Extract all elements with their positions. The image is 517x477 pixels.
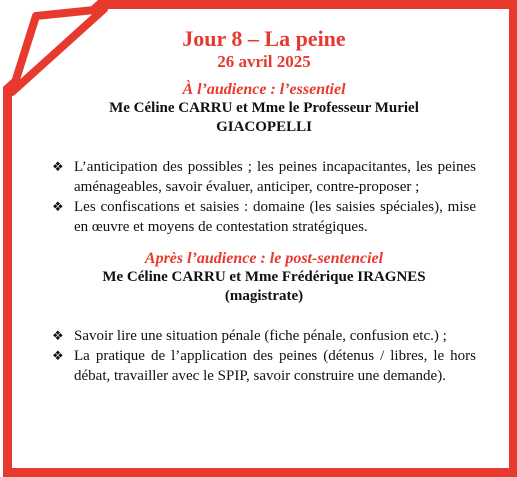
day-date: 26 avril 2025 [217, 52, 311, 71]
list-item: ❖ Les confiscations et saisies : domaine (les saisies spéciales), mise en œuvre et moyens de contestation stratégiques. [52, 199, 476, 235]
diamond-bullet-icon: ❖ [52, 328, 64, 343]
list-item: ❖ Savoir lire une situation pénale (fiche pénale, confusion etc.) ; [52, 328, 447, 344]
list-item: ❖ La pratique de l’application des peines (détenus / libres, le hors débat, travailler avec le SPIP, savoir construire une demande). [52, 348, 476, 384]
topic-list-audience [52, 157, 476, 237]
section-speakers-post-sentenciel: Me Céline CARRU et Mme Frédérique IRAGNES (magistrate) [102, 269, 426, 304]
list-item: ❖ L’anticipation des possibles ; les peines incapacitantes, les peines aménageables, savoir évaluer, anticiper, contre-proposer ; [52, 159, 476, 195]
diamond-bullet-icon: ❖ [52, 159, 64, 174]
section-heading-post-sentenciel: Après l’audience : le post-sentenciel [144, 250, 384, 267]
section-heading-audience: À l’audience : l’essentiel [182, 81, 346, 98]
day-title: Jour 8 – La peine [182, 26, 346, 51]
program-card [52, 26, 476, 386]
diamond-bullet-icon: ❖ [52, 199, 64, 214]
topic-list-post-sentenciel [52, 326, 476, 386]
diamond-bullet-icon: ❖ [52, 348, 64, 363]
section-speakers-audience: Me Céline CARRU et Mme le Professeur Muriel GIACOPELLI [109, 100, 419, 135]
